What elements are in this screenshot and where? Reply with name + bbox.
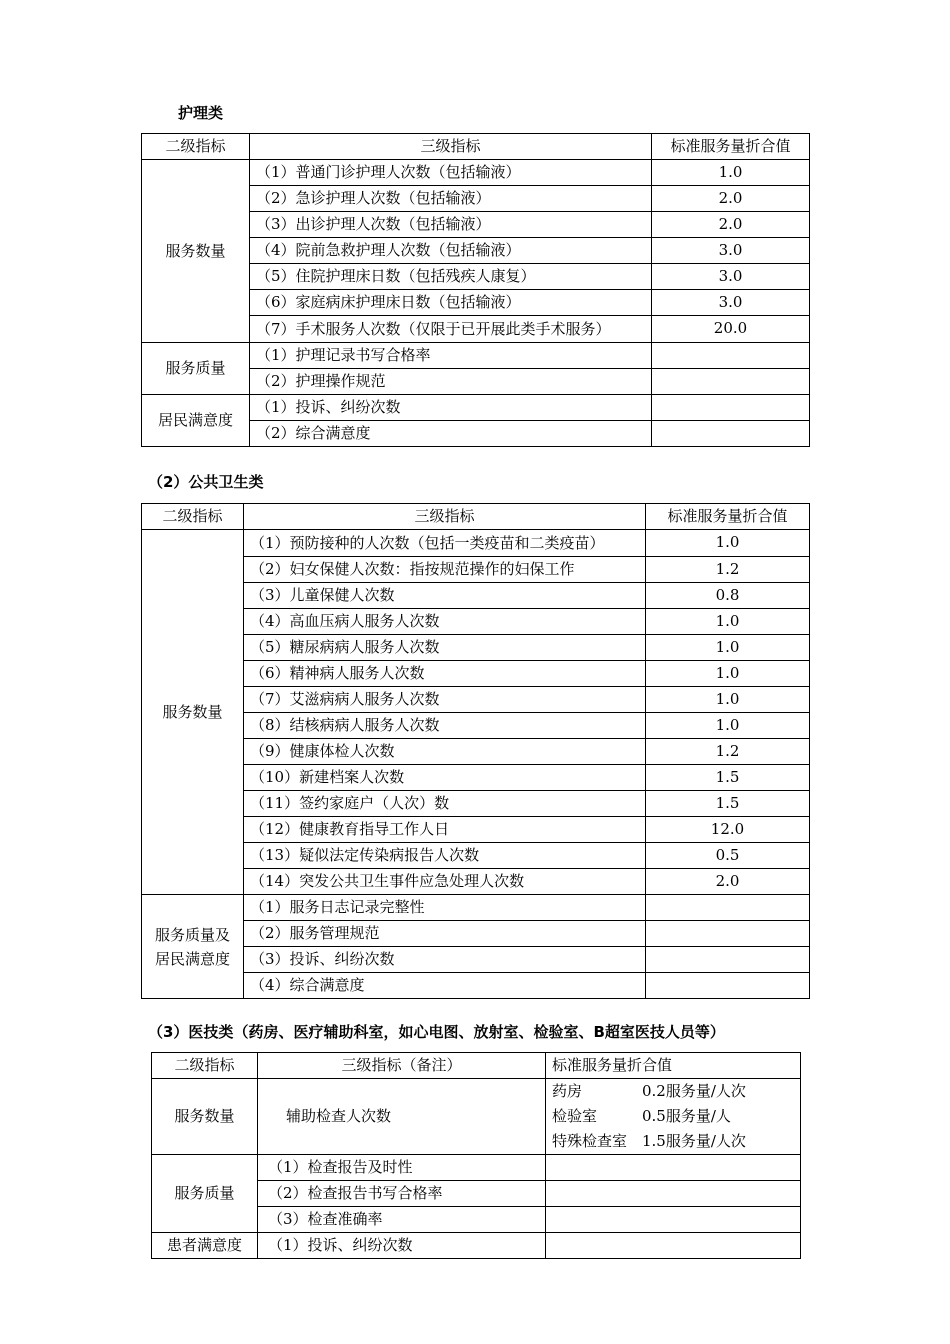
table-row	[152, 1079, 801, 1155]
row-item: （2）急诊护理人次数（包括输液）	[250, 186, 652, 212]
row-item: （6）家庭病床护理床日数（包括输液）	[250, 290, 652, 316]
row-item: （1）投诉、纠纷次数	[258, 1233, 546, 1259]
group-label: 服务数量	[142, 160, 250, 343]
list-item	[552, 1079, 794, 1104]
row-item: （1）普通门诊护理人次数（包括输液）	[250, 160, 652, 186]
row-value: 1.5	[646, 791, 810, 817]
row-item: 辅助检查人次数	[258, 1079, 546, 1155]
table-header-row	[142, 134, 810, 160]
row-value: 3.0	[652, 238, 810, 264]
group-label: 服务数量	[152, 1079, 258, 1155]
row-value: 1.5	[646, 765, 810, 791]
row-item: （1）服务日志记录完整性	[244, 895, 646, 921]
group-label: 患者满意度	[152, 1233, 258, 1259]
row-item: （12）健康教育指导工作人日	[244, 817, 646, 843]
row-item: （1）检查报告及时性	[258, 1155, 546, 1181]
row-item: （3）检查准确率	[258, 1207, 546, 1233]
row-item: （2）检查报告书写合格率	[258, 1181, 546, 1207]
row-value	[652, 395, 810, 421]
row-item: （3）出诊护理人次数（包括输液）	[250, 212, 652, 238]
row-value: 20.0	[652, 316, 810, 343]
row-value	[646, 921, 810, 947]
table-row	[142, 160, 810, 186]
row-value: 1.0	[646, 713, 810, 739]
row-value	[646, 895, 810, 921]
row-item: （8）结核病病人服务人次数	[244, 713, 646, 739]
row-value	[652, 421, 810, 447]
row-value: 1.2	[646, 557, 810, 583]
dept-value: 0.5服务量/人	[642, 1107, 731, 1125]
table-row	[142, 343, 810, 369]
public-health-table	[141, 503, 810, 999]
row-item: （5）糖尿病病人服务人次数	[244, 635, 646, 661]
row-value: 3.0	[652, 264, 810, 290]
group-label: 服务质量	[152, 1155, 258, 1233]
header-level2: 二级指标	[152, 1053, 258, 1079]
row-item: （1）护理记录书写合格率	[250, 343, 652, 369]
row-item: （4）综合满意度	[244, 973, 646, 999]
row-item: （13）疑似法定传染病报告人次数	[244, 843, 646, 869]
header-level2: 二级指标	[142, 504, 244, 530]
row-value-list	[546, 1079, 801, 1155]
header-value: 标准服务量折合值	[546, 1053, 801, 1079]
row-value	[646, 947, 810, 973]
row-item: （11）签约家庭户（人次）数	[244, 791, 646, 817]
row-value: 2.0	[652, 186, 810, 212]
section3-title: （3）医技类（药房、医疗辅助科室，如心电图、放射室、检验室、B超室医技人员等）	[148, 1023, 725, 1041]
row-value: 2.0	[652, 212, 810, 238]
row-value: 2.0	[646, 869, 810, 895]
row-value	[646, 973, 810, 999]
dept-name: 特殊检查室	[552, 1132, 628, 1150]
row-item: （14）突发公共卫生事件应急处理人次数	[244, 869, 646, 895]
row-item: （9）健康体检人次数	[244, 739, 646, 765]
row-item: （7）手术服务人次数（仅限于已开展此类手术服务）	[250, 316, 652, 343]
dept-name: 检验室	[552, 1107, 598, 1125]
header-level3: 三级指标	[244, 504, 646, 530]
row-item: （2）妇女保健人次数：指按规范操作的妇保工作	[244, 557, 646, 583]
group-label: 服务质量	[142, 343, 250, 395]
row-item: （1）投诉、纠纷次数	[250, 395, 652, 421]
table-row	[142, 895, 810, 921]
group-label: 服务质量及居民满意度	[142, 895, 244, 999]
row-item: （3）儿童保健人次数	[244, 583, 646, 609]
row-item: （2）服务管理规范	[244, 921, 646, 947]
row-item: （4）高血压病人服务人次数	[244, 609, 646, 635]
row-value	[546, 1207, 801, 1233]
header-level2: 二级指标	[142, 134, 250, 160]
row-value	[546, 1181, 801, 1207]
row-value: 1.0	[646, 609, 810, 635]
row-value: 1.0	[646, 530, 810, 557]
header-value: 标准服务量折合值	[652, 134, 810, 160]
table-header-row	[142, 504, 810, 530]
row-value: 0.8	[646, 583, 810, 609]
list-item	[552, 1104, 794, 1129]
dept-value: 0.2服务量/人次	[642, 1082, 746, 1100]
row-item: （7）艾滋病病人服务人次数	[244, 687, 646, 713]
row-item: （3）投诉、纠纷次数	[244, 947, 646, 973]
row-value: 0.5	[646, 843, 810, 869]
list-item	[552, 1129, 794, 1154]
row-value: 1.0	[646, 687, 810, 713]
dept-name: 药房	[552, 1082, 583, 1100]
row-item: （5）住院护理床日数（包括残疾人康复）	[250, 264, 652, 290]
row-value: 1.0	[646, 661, 810, 687]
row-value	[546, 1233, 801, 1259]
row-value: 3.0	[652, 290, 810, 316]
row-value	[652, 369, 810, 395]
row-item: （6）精神病人服务人次数	[244, 661, 646, 687]
dept-value: 1.5服务量/人次	[642, 1132, 746, 1150]
table-header-row	[152, 1053, 801, 1079]
table-row	[142, 530, 810, 557]
header-level3: 三级指标	[250, 134, 652, 160]
row-value	[546, 1155, 801, 1181]
nursing-table	[141, 133, 810, 447]
row-value: 1.0	[646, 635, 810, 661]
row-value: 12.0	[646, 817, 810, 843]
section2-title: （2）公共卫生类	[148, 473, 264, 491]
row-item: （4）院前急救护理人次数（包括输液）	[250, 238, 652, 264]
row-value	[652, 343, 810, 369]
row-item: （1）预防接种的人次数（包括一类疫苗和二类疫苗）	[244, 530, 646, 557]
header-value: 标准服务量折合值	[646, 504, 810, 530]
header-level3: 三级指标（备注）	[258, 1053, 546, 1079]
section1-title: 护理类	[178, 104, 224, 122]
row-item: （10）新建档案人次数	[244, 765, 646, 791]
table-row	[142, 395, 810, 421]
medical-tech-table	[151, 1052, 801, 1259]
table-row	[152, 1155, 801, 1181]
group-label: 居民满意度	[142, 395, 250, 447]
table-row	[152, 1233, 801, 1259]
row-item: （2）综合满意度	[250, 421, 652, 447]
row-item: （2）护理操作规范	[250, 369, 652, 395]
row-value: 1.2	[646, 739, 810, 765]
row-value: 1.0	[652, 160, 810, 186]
group-label: 服务数量	[142, 530, 244, 895]
